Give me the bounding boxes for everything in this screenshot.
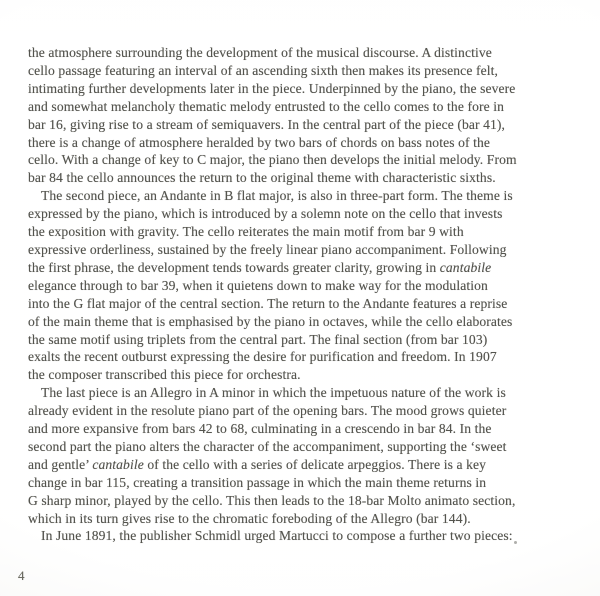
paragraph	[28, 187, 582, 384]
text-line: The last piece is an Allegro in A minor in which the impetuous nature of the work is	[41, 385, 506, 401]
text-line: bar 16, giving rise to a stream of semiquavers. In the central part of the piece (bar 41),	[28, 116, 506, 132]
text-line: bar 84 the cello announces the return to the original theme with characteristic sixths.	[28, 170, 496, 186]
text-line: and gentle’ cantabile of the cello with a series of delicate arpeggios. There is a key	[28, 456, 487, 472]
text-line: there is a change of atmosphere heralded by two bars of chords on bass notes of the	[28, 134, 491, 150]
text-line: the first phrase, the development tends towards greater clarity, growing in cantabile	[28, 259, 492, 275]
text-line: second part the piano alters the character of the accompaniment, supporting the ‘sweet	[28, 438, 507, 454]
text-line: into the G flat major of the central section. The return to the Andante features a reprise	[28, 295, 508, 311]
paragraph	[28, 527, 582, 545]
text-line: G sharp minor, played by the cello. This then leads to the 18-bar Molto animato section,	[28, 492, 516, 508]
text-line: intimating further developments later in the piece. Underpinned by the piano, the severe	[28, 80, 516, 96]
paragraph	[28, 384, 582, 527]
text-line: change in bar 115, creating a transition passage in which the main theme returns in	[28, 474, 487, 490]
text-line: the exposition with gravity. The cello reiterates the main motif from bar 9 with	[28, 224, 464, 240]
text-line: expressed by the piano, which is introduced by a solemn note on the cello that invests	[28, 206, 503, 222]
text-line: expressive orderliness, sustained by the freely linear piano accompaniment. Following	[28, 241, 507, 257]
text-line: exalts the recent outburst expressing the desire for purification and freedom. In 1907	[28, 349, 497, 365]
text-line: The second piece, an Andante in B flat major, is also in three-part form. The theme is	[41, 188, 513, 204]
text-line: which in its turn gives rise to the chromatic foreboding of the Allegro (bar 144).	[28, 510, 471, 526]
text-line: and more expansive from bars 42 to 68, culminating in a crescendo in bar 84. In the	[28, 421, 492, 437]
text-line: and somewhat melancholy thematic melody entrusted to the cello comes to the fore in	[28, 98, 505, 114]
text-line: cello. With a change of key to C major, the piano then develops the initial melody. From	[28, 152, 517, 168]
text-line: In June 1891, the publisher Schmidl urged Martucci to compose a further two pieces:	[41, 528, 513, 544]
page-number: 4	[18, 568, 25, 583]
scan-speck	[514, 541, 517, 544]
body-text	[28, 44, 582, 545]
text-line: the same motif using triplets from the central part. The final section (from bar 103)	[28, 331, 488, 347]
paragraph	[28, 44, 582, 187]
text-line: the composer transcribed this piece for orchestra.	[28, 367, 301, 383]
text-line: of the main theme that is emphasised by the piano in octaves, while the cello elaborates	[28, 313, 513, 329]
text-line: elegance through to bar 39, when it quietens down to make way for the modulation	[28, 277, 488, 293]
text-line: cello passage featuring an interval of an ascending sixth then makes its presence felt,	[28, 62, 498, 78]
text-line: already evident in the resolute piano part of the opening bars. The mood grows quieter	[28, 403, 507, 419]
text-line: the atmosphere surrounding the development of the musical discourse. A distinctive	[28, 45, 492, 60]
